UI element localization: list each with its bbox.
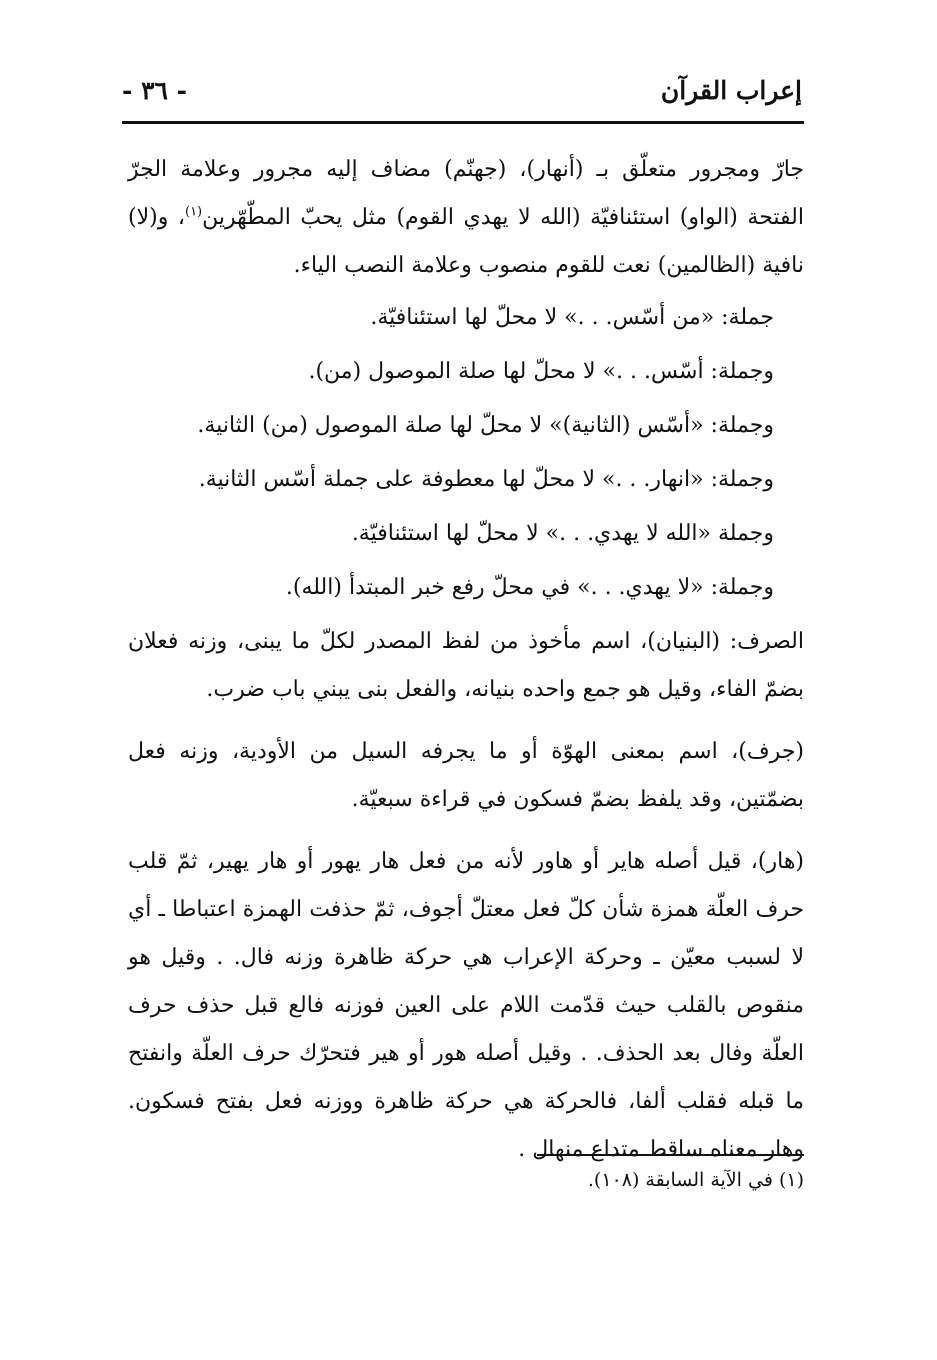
paragraph-morphology-har: (هار)، قيل أصله هاير أو هاور لأنه من فعل هار يهور أو هار يهير، ثمّ قلب حرف العلّة همزة شأن كلّ فعل معتلّ أجوف، ثمّ حذفت الهمزة اعتباطا ـ أي لا لسبب معيّن ـ وحركة الإعراب هي حركة ظاهرة وزنه فال. . وقيل هو منقوص بالقلب حيث قدّمت اللام على العين فوزنه فالع قبل حذف حرف العلّة وفال بعد الحذف. . وقيل أصله هور أو هير فتحرّك حرف العلّة وانفتح ما قبله فقلب ألفا، فالحركة هي حركة ظاهرة ووزنه فعل بفتح فسكون. وهار معناه ساقط متداع منهال .: [128, 849, 804, 1162]
header-rule: [122, 121, 804, 124]
page-number: - ٣٦ -: [122, 75, 188, 105]
sentence-analysis-1: جملة: «من أسّس. . .» لا محلّ لها استئنافيّة.: [370, 305, 774, 330]
footnote-marker: (١): [184, 204, 203, 220]
footnote: (١) في الآية السابقة (١٠٨).: [587, 1169, 804, 1191]
main-text: [128, 146, 804, 1174]
paragraph-grammar-tail: ، و(لا) نافية (الظالمين) نعت للقوم منصوب وعلامة النصب الياء.: [128, 205, 804, 278]
sentence-analysis-4: وجملة: «انهار. . .» لا محلّ لها معطوفة على جملة أسّس الثانية.: [198, 467, 774, 492]
paragraph-grammar: [128, 146, 804, 290]
sentence-analysis-2: وجملة: أسّس. . .» لا محلّ لها صلة الموصول (من).: [308, 359, 774, 384]
paragraph-grammar-text: جارّ ومجرور متعلّق بـ (أنهار)، (جهنّم) مضاف إليه مجرور وعلامة الجرّ الفتحة (الواو) استئنافيّة (الله لا يهدي القوم) مثل يحبّ المطّهّرين: [128, 157, 805, 230]
footnote-rule: [537, 1154, 804, 1156]
sentence-analysis-6: وجملة: «لا يهدي. . .» في محلّ رفع خبر المبتدأ (الله).: [285, 575, 774, 600]
paragraph-morphology-bunyan: الصرف: (البنيان)، اسم مأخوذ من لفظ المصدر لكلّ ما يبنى، وزنه فعلان بضمّ الفاء، وقيل هو جمع واحده بنيانه، والفعل بنى يبني باب ضرب.: [128, 629, 804, 702]
sentence-analysis-3: وجملة: «أسّس (الثانية)» لا محلّ لها صلة الموصول (من) الثانية.: [197, 413, 774, 438]
page-header: [122, 68, 802, 112]
paragraph-morphology-juruf: (جرف)، اسم بمعنى الهوّة أو ما يجرفه السيل من الأودية، وزنه فعل بضمّتين، وقد يلفظ بضمّ فسكون في قراءة سبعيّة.: [128, 739, 804, 812]
book-title: إعراب القرآن: [660, 75, 802, 105]
sentence-analysis-5: وجملة «الله لا يهدي. . .» لا محلّ لها استئنافيّة.: [351, 521, 774, 546]
